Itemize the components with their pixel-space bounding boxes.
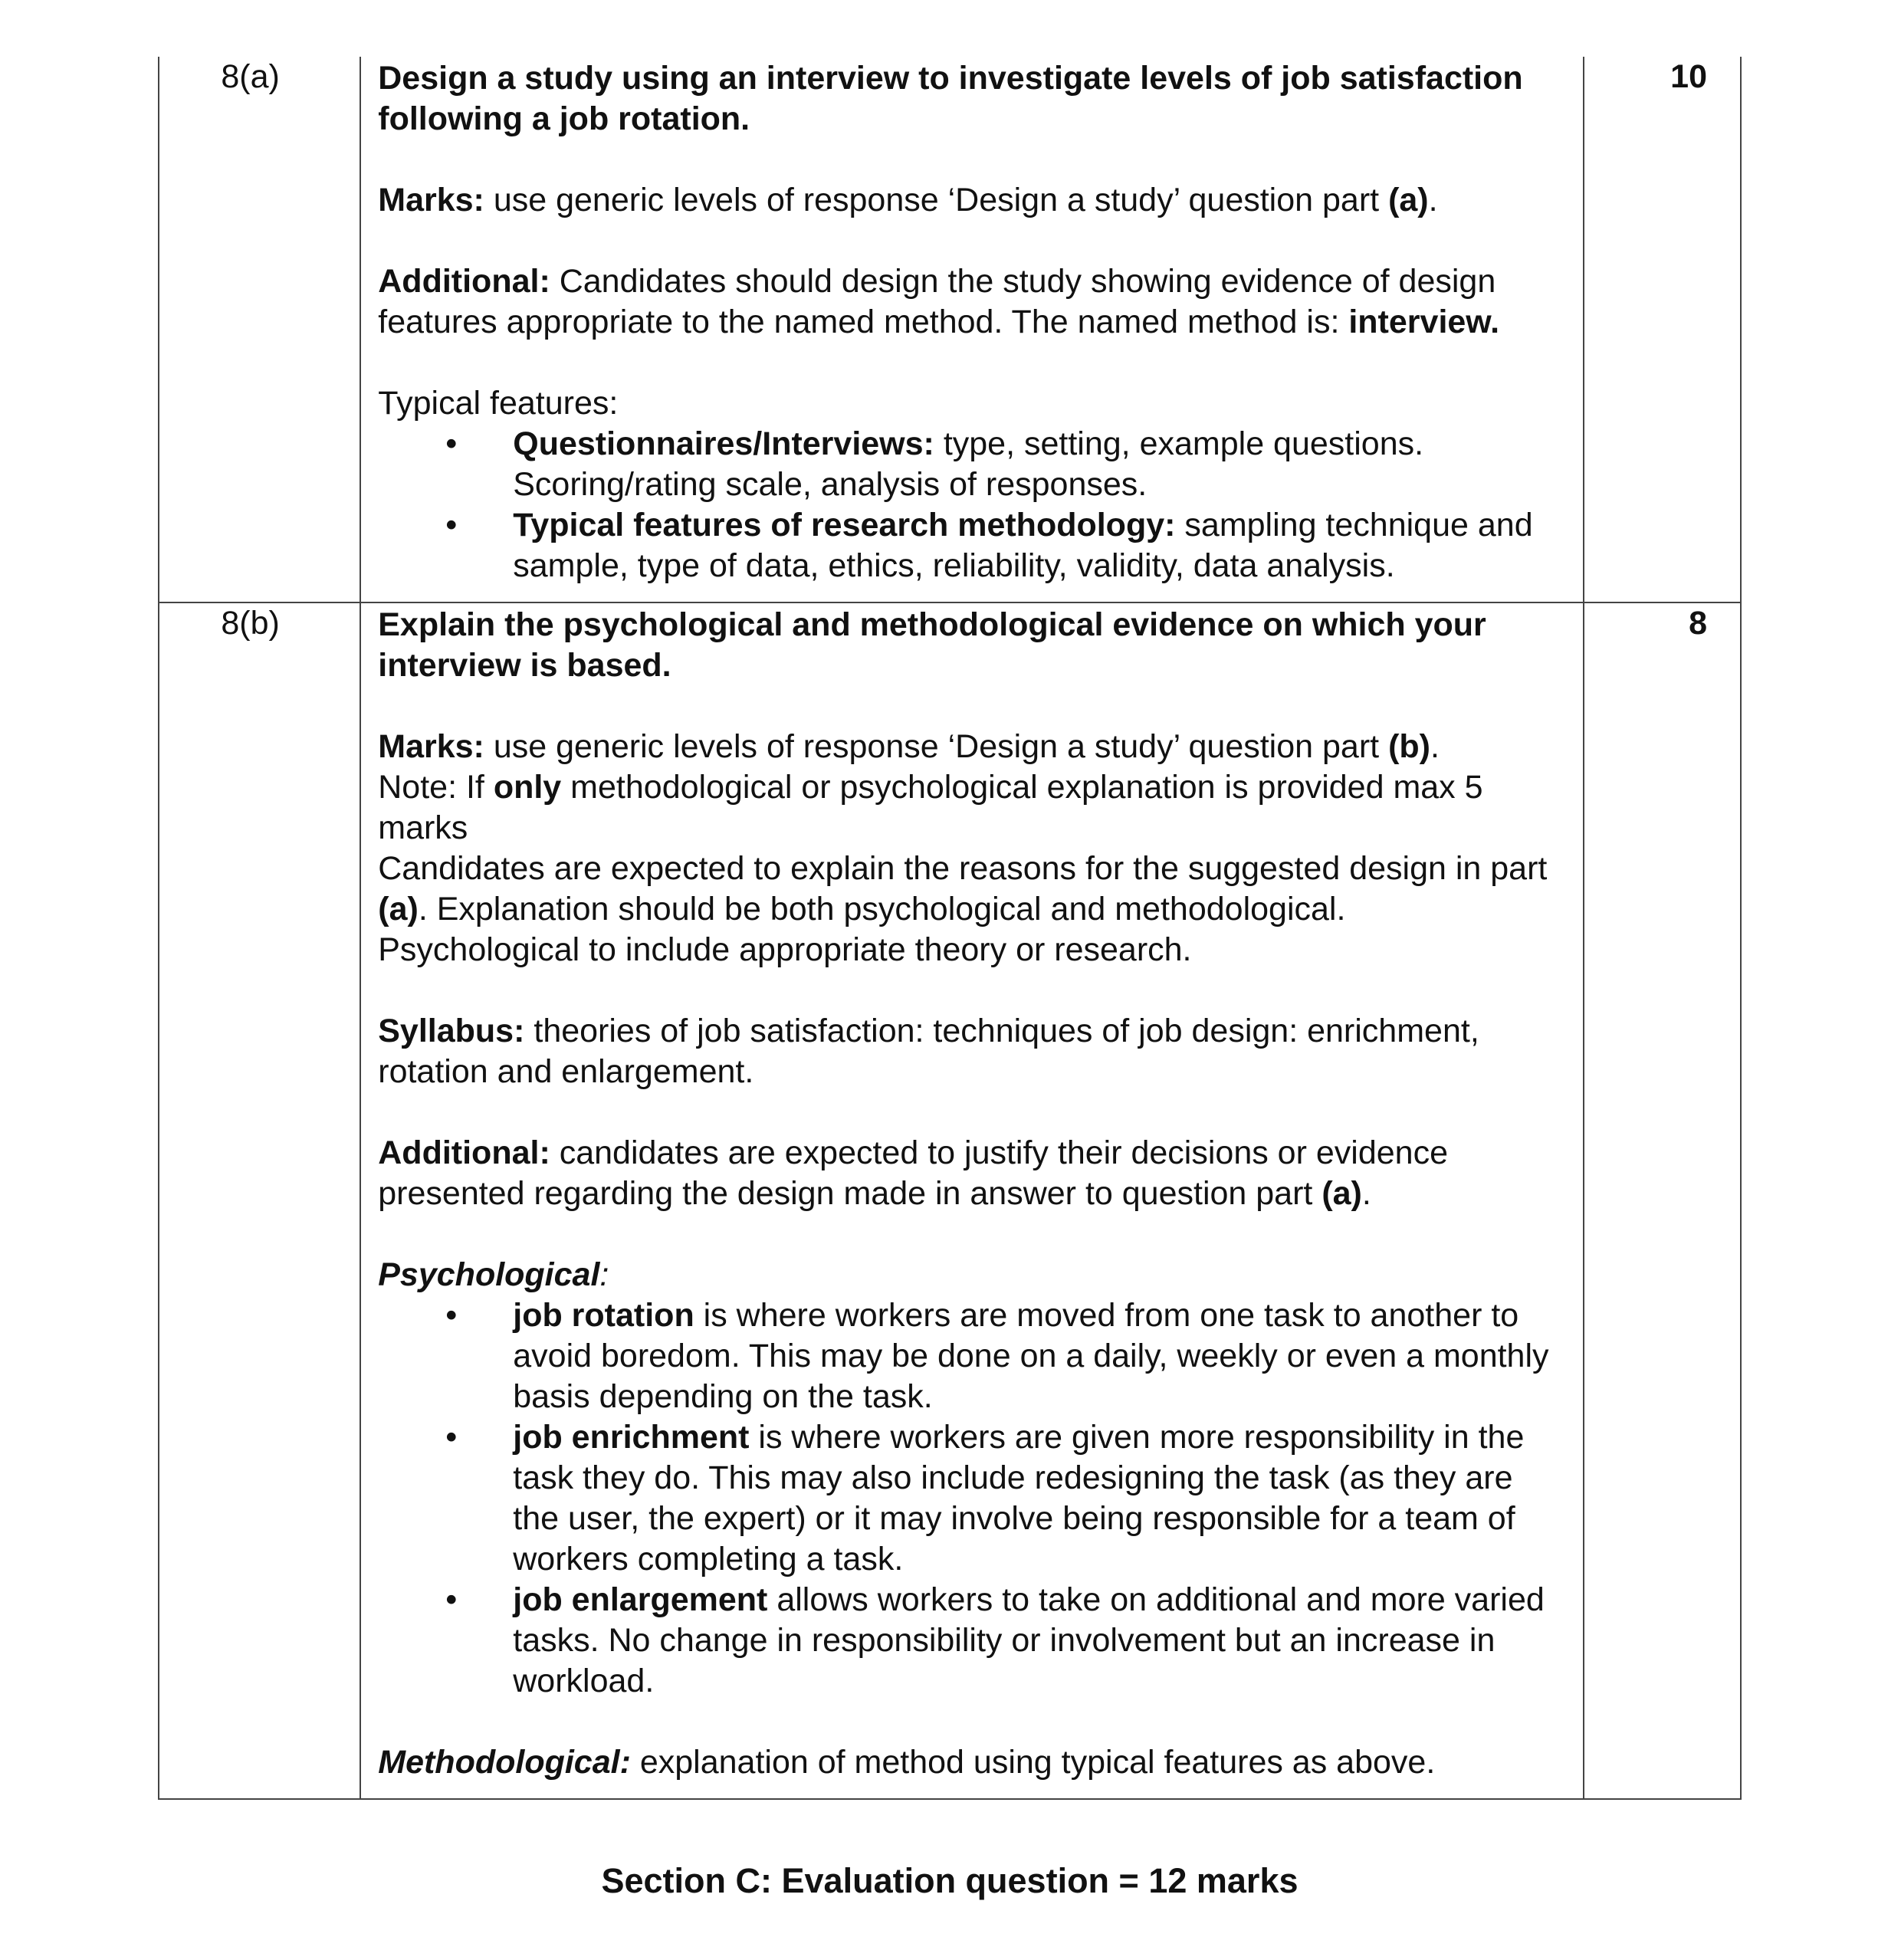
list-item: • job rotation is where workers are moved from one task to another to avoid boredom. This may be done on a daily, weekly or even a monthly basis depending on the task.	[445, 1297, 1549, 1415]
table-row	[159, 602, 1741, 1799]
bullet-icon: •	[445, 425, 458, 462]
question-text: Design a study using an interview to investigate levels of job satisfaction following a job rotation.	[378, 60, 1523, 137]
psych-include-text: Psychological to include appropriate theory or research.	[378, 931, 1192, 968]
mark-scheme-table	[158, 57, 1742, 1800]
question-number: 8(a)	[159, 57, 360, 602]
list-item: • Typical features of research methodology: sampling technique and sample, type of data, ethics, reliability, validity, data analysis.	[445, 507, 1533, 584]
methodological-text: Methodological: explanation of method using typical features as above.	[378, 1744, 1436, 1781]
section-footer: Section C: Evaluation question = 12 marks	[601, 1861, 1299, 1900]
bullet-icon: •	[445, 507, 458, 543]
additional-text: Additional: Candidates should design the study showing evidence of design features appropriate to the named method. The named method is: interview.	[378, 263, 1500, 340]
list-item: • Questionnaires/Interviews: type, setting, example questions. Scoring/rating scale, analysis of responses.	[445, 425, 1424, 503]
bullet-icon: •	[445, 1581, 458, 1618]
list-item: • job enlargement allows workers to take on additional and more varied tasks. No change in responsibility or involvement but an increase in workload.	[445, 1581, 1545, 1699]
typical-features-list	[378, 424, 1566, 586]
psychological-list	[378, 1295, 1566, 1702]
bullet-icon: •	[445, 1419, 458, 1456]
typical-features-label: Typical features:	[378, 385, 619, 422]
expected-text: Candidates are expected to explain the reasons for the suggested design in part (a). Explanation should be both psychological and methodological.	[378, 850, 1548, 927]
marks-line: Marks: use generic levels of response ‘Design a study’ question part (a).	[378, 182, 1438, 218]
marks-value: 8	[1584, 602, 1741, 1799]
note-text: Note: If only methodological or psychological explanation is provided max 5 marks	[378, 769, 1483, 846]
guidance-cell	[360, 602, 1584, 1799]
marks-value: 10	[1584, 57, 1741, 602]
psychological-heading: Psychological:	[378, 1256, 609, 1293]
bullet-icon: •	[445, 1297, 458, 1334]
syllabus-text: Syllabus: theories of job satisfaction: techniques of job design: enrichment, rotation and enlargement.	[378, 1013, 1479, 1090]
question-text: Explain the psychological and methodological evidence on which your interview is based.	[378, 606, 1486, 684]
question-number: 8(b)	[159, 602, 360, 1799]
table-row	[159, 57, 1741, 602]
marks-line: Marks: use generic levels of response ‘Design a study’ question part (b).	[378, 728, 1440, 765]
guidance-cell	[360, 57, 1584, 602]
list-item: • job enrichment is where workers are given more responsibility in the task they do. This may also include redesigning the task (as they are the user, the expert) or it may involve being responsible for a team of workers completing a task.	[445, 1419, 1525, 1578]
additional-text: Additional: candidates are expected to justify their decisions or evidence presented regarding the design made in answer to question part (a).	[378, 1134, 1448, 1212]
